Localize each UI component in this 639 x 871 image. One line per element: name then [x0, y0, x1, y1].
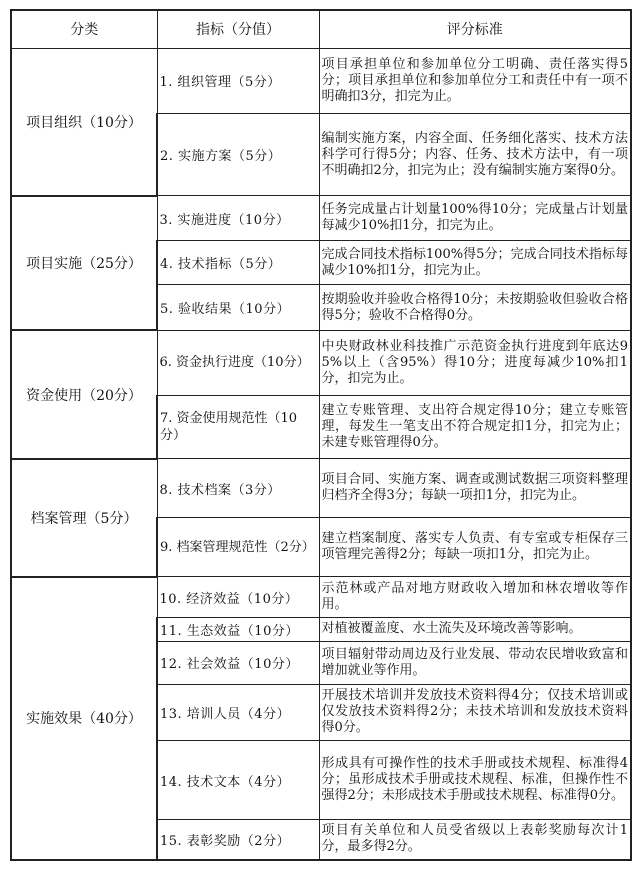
criteria-cell: 项目合同、实施方案、调查或测试数据三项资料整理归档齐全得3分；每缺一项扣1分，扣完为止。 — [319, 459, 631, 518]
indicator-cell: 12. 社会效益（10分） — [157, 642, 319, 684]
table-row — [11, 196, 631, 240]
category-cell: 实施效果（40分） — [11, 577, 157, 860]
category-cell: 项目实施（25分） — [11, 196, 157, 330]
indicator-cell: 5. 验收结果（10分） — [157, 285, 319, 330]
criteria-cell: 示范林或产品对地方财政收入增加和林农增收等作用。 — [319, 577, 631, 617]
indicator-cell: 9. 档案管理规范性（2分） — [157, 517, 319, 577]
indicator-cell: 3. 实施进度（10分） — [157, 196, 319, 240]
header-indicator: 指标（分值） — [157, 10, 319, 48]
scoring-table — [10, 9, 632, 861]
indicator-cell: 15. 表彰奖励（2分） — [157, 819, 319, 860]
criteria-cell: 建立专账管理、支出符合规定得10分；建立专账管理，每发生一笔支出不符合规定扣1分，扣完为止；未建专账管理得0分。 — [319, 395, 631, 459]
criteria-cell: 开展技术培训并发放技术资料得4分；仅技术培训或仅发放技术资料得2分；未技术培训和发放技术资料得0分。 — [319, 684, 631, 741]
criteria-cell: 中央财政林业科技推广示范资金执行进度到年底达95%以上（含95%）得10分；进度每减少10%扣1分，扣完为止。 — [319, 330, 631, 395]
header-category: 分类 — [11, 10, 157, 48]
table-row — [11, 330, 631, 395]
criteria-cell: 编制实施方案，内容全面、任务细化落实、技术方法科学可行得5分；内容、任务、技术方法中，有一项不明确扣2分，扣完为止；没有编制实施方案得0分。 — [319, 113, 631, 196]
criteria-cell: 形成具有可操作性的技术手册或技术规程、标准得4分；虽形成技术手册或技术规程、标准，但操作性不强得2分；未形成技术手册或技术规程、标准得0分。 — [319, 741, 631, 820]
indicator-cell: 13. 培训人员（4分） — [157, 684, 319, 741]
table-row — [11, 48, 631, 113]
table-row — [11, 577, 631, 617]
criteria-cell: 项目承担单位和参加单位分工明确、责任落实得5分；项目承担单位和参加单位分工和责任中有一项不明确扣3分，扣完为止。 — [319, 48, 631, 113]
indicator-cell: 2. 实施方案（5分） — [157, 113, 319, 196]
criteria-cell: 按期验收并验收合格得10分；未按期验收但验收合格得5分；验收不合格得0分。 — [319, 285, 631, 330]
criteria-cell: 项目辐射带动周边及行业发展、带动农民增收致富和增加就业等作用。 — [319, 642, 631, 684]
indicator-cell: 4. 技术指标（5分） — [157, 240, 319, 284]
criteria-cell: 对植被覆盖度、水土流失及环境改善等影响。 — [319, 617, 631, 641]
criteria-cell: 任务完成量占计划量100%得10分；完成量占计划量每减少10%扣1分，扣完为止。 — [319, 196, 631, 240]
criteria-cell: 项目有关单位和人员受省级以上表彰奖励每次计1分，最多得2分。 — [319, 819, 631, 860]
indicator-cell: 10. 经济效益（10分） — [157, 577, 319, 617]
criteria-cell: 完成合同技术指标100%得5分；完成合同技术指标每减少10%扣1分，扣完为止。 — [319, 240, 631, 284]
table-header-row — [11, 10, 631, 48]
indicator-cell: 8. 技术档案（3分） — [157, 459, 319, 518]
indicator-cell: 1. 组织管理（5分） — [157, 48, 319, 113]
indicator-cell: 14. 技术文本（4分） — [157, 741, 319, 820]
category-cell: 项目组织（10分） — [11, 48, 157, 196]
header-criteria: 评分标准 — [319, 10, 631, 48]
indicator-cell: 7. 资金使用规范性（10分） — [157, 395, 319, 459]
category-cell: 资金使用（20分） — [11, 330, 157, 458]
category-cell: 档案管理（5分） — [11, 459, 157, 577]
indicator-cell: 6. 资金执行进度（10分） — [157, 330, 319, 395]
indicator-cell: 11. 生态效益（10分） — [157, 617, 319, 641]
criteria-cell: 建立档案制度、落实专人负责、有专室或专柜保存三项管理完善得2分；每缺一项扣1分，扣完为止。 — [319, 517, 631, 577]
table-row — [11, 459, 631, 518]
